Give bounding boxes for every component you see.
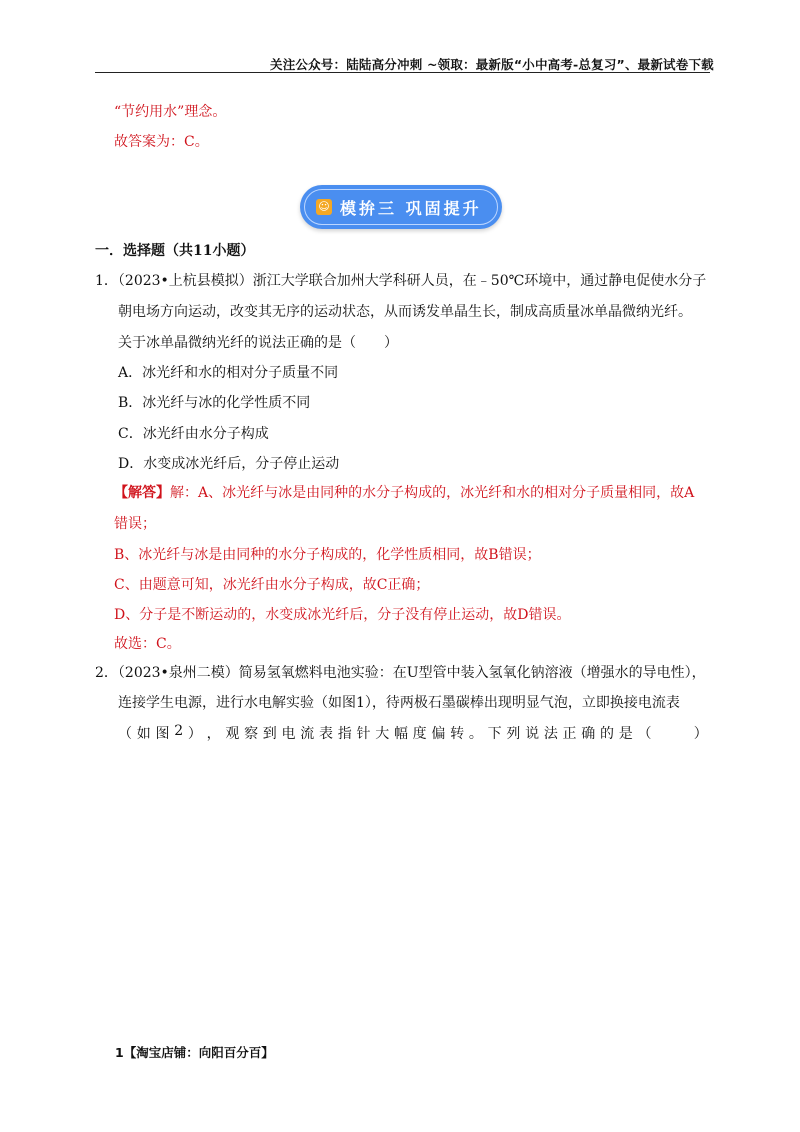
- q2-stem-char: 电: [281, 726, 296, 742]
- q2-stem-char: ，: [206, 726, 221, 742]
- q2-stem-char: 列: [506, 726, 521, 742]
- q2-stem-char: 度: [412, 726, 427, 742]
- q2-stem-char: 转: [450, 726, 465, 742]
- q2-stem-line-2: 连接学生电源，进行水电解实验（如图1），待两极石墨碳棒出现明显气泡，立即换接电流表: [118, 695, 680, 711]
- q2-stem-char: ）: [693, 726, 708, 742]
- prev-answer-line: “节约用水”理念。: [114, 104, 227, 120]
- banner-title: 模拚三 巩固提升: [340, 199, 482, 218]
- q1-option-b: B．冰光纤与冰的化学性质不同: [118, 395, 311, 411]
- q2-stem-char: （: [118, 726, 132, 742]
- q2-stem-char: 的: [600, 726, 615, 742]
- q2-stem-char: 。: [468, 726, 483, 742]
- q2-stem-char: 观: [225, 726, 240, 742]
- q2-stem-line-3: [118, 723, 708, 743]
- q1-answer-d: D、分子是不断运动的，水变成冰光纤后，分子没有停止运动，故D错误。: [114, 607, 571, 623]
- q2-stem-char: 如: [136, 726, 151, 742]
- q1-option-a: A．冰光纤和水的相对分子质量不同: [118, 365, 339, 381]
- q1-stem-line-1: 1．（2023•上杭县模拟）浙江大学联合加州大学科研人员，在﹣50℃环境中，通过静电促使水分子: [95, 273, 707, 289]
- q1-stem-line-3: 关于冰单晶微纳光纤的说法正确的是（ ）: [118, 335, 398, 351]
- q1-stem-line-2: 朝电场方向运动，改变其无序的运动状态，从而诱发单晶生长，制成高质量冰单晶微纳光纤。: [118, 304, 692, 320]
- q2-stem-char: 大: [375, 726, 390, 742]
- q2-stem-char: 察: [244, 726, 259, 742]
- header-rule: [95, 72, 710, 73]
- page-footer: 1【淘宝店铺：向阳百分百】: [115, 1045, 274, 1060]
- q2-stem-char: 到: [262, 726, 277, 742]
- section-banner: [300, 185, 502, 229]
- q1-answer-line-2: 错误；: [114, 516, 156, 532]
- q1-answer-line-1: [114, 482, 694, 502]
- q2-stem-char: 正: [562, 726, 577, 742]
- q2-stem-line-1: 2．（2023•泉州二模）简易氢氧燃料电池实验：在U型管中装入氢氧化钠溶液（增强水的导电性），: [95, 665, 706, 681]
- q2-stem-char: 确: [581, 726, 596, 742]
- q2-stem-char: [675, 723, 689, 743]
- prev-answer-conclusion: 故答案为：C。: [114, 134, 209, 150]
- answer-tag: 【解答】: [114, 485, 170, 501]
- answer-text-a: 解：A、冰光纤与冰是由同种的水分子构成的，冰光纤和水的相对分子质量相同，故A: [170, 485, 695, 501]
- q2-stem-char: [656, 723, 670, 743]
- q2-stem-char: 表: [319, 726, 333, 742]
- q2-stem-char: 下: [487, 726, 502, 742]
- q2-stem-char: 流: [300, 726, 315, 742]
- q2-stem-char: 2: [174, 723, 184, 739]
- q2-stem-char: 幅: [393, 726, 408, 742]
- q2-stem-char: 指: [337, 726, 352, 742]
- q2-stem-char: 法: [543, 726, 558, 742]
- q1-answer-b: B、冰光纤与冰是由同种的水分子构成的，化学性质相同，故B错误；: [114, 547, 541, 563]
- q2-stem-char: 针: [356, 726, 371, 742]
- q2-stem-char: 偏: [431, 726, 446, 742]
- q1-conclusion: 故选：C。: [114, 636, 181, 652]
- q2-stem-char: 图: [155, 726, 170, 742]
- section-title: 一．选择题（共11小题）: [95, 243, 255, 259]
- q2-stem-char: （: [637, 726, 652, 742]
- q1-answer-c: C、由题意可知，冰光纤由水分子构成，故C正确；: [114, 577, 430, 593]
- q2-stem-char: ）: [187, 726, 202, 742]
- q1-option-c: C．冰光纤由水分子构成: [118, 426, 269, 442]
- q1-option-d: D．水变成冰光纤后，分子停止运动: [118, 456, 340, 472]
- q2-stem-char: 是: [618, 726, 633, 742]
- page-header: 关注公众号：陆陆高分冲刺 ~领取：最新版“小中高考-总复习”、最新试卷下载: [270, 57, 714, 72]
- q2-stem-char: 说: [525, 726, 540, 742]
- smile-icon: ☺: [316, 199, 332, 215]
